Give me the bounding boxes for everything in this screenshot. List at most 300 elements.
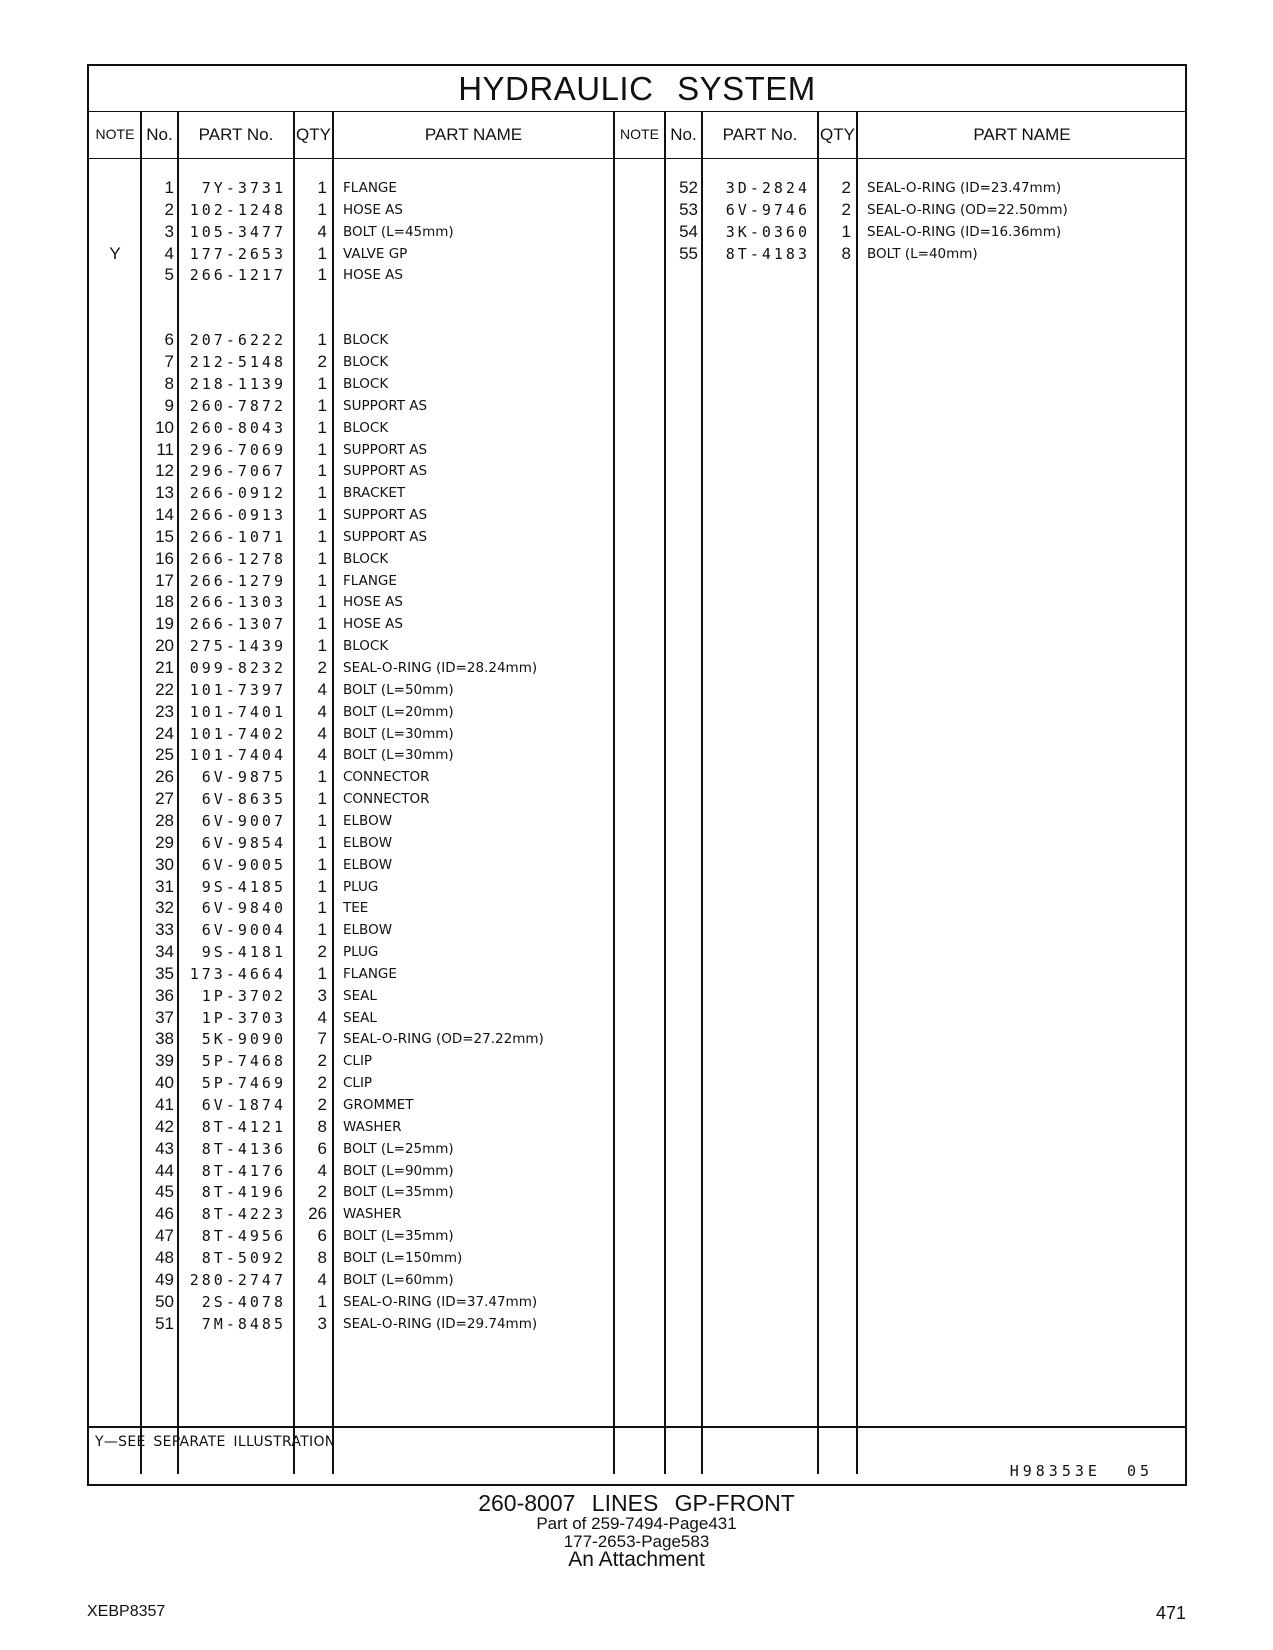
cell-name: BLOCK <box>343 419 389 436</box>
cell-qty: 1 <box>317 373 327 393</box>
cell-part: 9S-4185 <box>201 877 286 896</box>
cell-note <box>89 1072 141 1094</box>
cell-qty: 1 <box>317 592 327 612</box>
cell-note <box>89 439 141 461</box>
cell-note <box>89 460 141 482</box>
cell-no: 35 <box>155 963 174 983</box>
table-row <box>89 635 1185 657</box>
cell-qty: 1 <box>317 789 327 809</box>
cell-qty: 1 <box>317 614 327 634</box>
cell-note <box>89 1181 141 1203</box>
table-row <box>89 548 1185 570</box>
table-row <box>89 199 1185 221</box>
table-row <box>89 1094 1185 1116</box>
table-row <box>89 395 1185 417</box>
table-row <box>89 417 1185 439</box>
cell-qty: 1 <box>317 832 327 852</box>
table-row <box>89 460 1185 482</box>
cell-name: HOSE AS <box>343 594 403 611</box>
drawing-number <box>1010 1462 1153 1480</box>
cell-no: 49 <box>155 1269 174 1289</box>
cell-note <box>89 1291 141 1313</box>
cell-note <box>89 1225 141 1247</box>
cell-no: 7 <box>164 352 174 372</box>
table-row <box>89 1269 1185 1291</box>
table-row <box>89 439 1185 461</box>
cell-note <box>89 264 141 286</box>
cell-name: PLUG <box>343 878 379 895</box>
caption-part-of: Part of 259-7494-Page431 <box>536 1514 737 1533</box>
cell-part: 6V-9005 <box>201 855 286 874</box>
cell-qty: 2 <box>317 658 327 677</box>
cell-no: 28 <box>155 810 174 830</box>
cell-qty: 7 <box>317 1029 327 1049</box>
table-row <box>89 941 1185 963</box>
header-part-name-left: PART NAME <box>424 125 523 144</box>
cell-part: 1P-3703 <box>201 1008 286 1027</box>
cell-part: 5K-9090 <box>201 1030 286 1049</box>
cell-no: 26 <box>155 767 174 787</box>
cell-qty: 2 <box>317 1095 327 1114</box>
table-row <box>89 1072 1185 1094</box>
cell-part: 8T-5092 <box>201 1248 286 1267</box>
cell-note <box>89 504 141 526</box>
cell-part: 7M-8485 <box>201 1314 286 1333</box>
table-row <box>89 744 1185 766</box>
cell-part: 2S-4078 <box>201 1292 286 1311</box>
cell-no: 17 <box>155 570 174 590</box>
cell-no: 23 <box>155 701 174 721</box>
cell-part: 101-7402 <box>189 724 286 743</box>
table-row <box>89 1203 1185 1225</box>
cell-name: FLANGE <box>343 180 397 196</box>
cell-qty: 1 <box>317 854 327 874</box>
cell-part: 1P-3702 <box>201 986 286 1005</box>
cell-name: HOSE AS <box>343 616 403 633</box>
cell-qty: 3 <box>317 985 327 1005</box>
cell-part: 296-7067 <box>189 462 286 481</box>
cell-name: BLOCK <box>343 332 389 349</box>
cell-part: 8T-4223 <box>201 1205 286 1224</box>
cell-name: HOSE AS <box>343 201 403 218</box>
cell-no: 32 <box>155 898 174 918</box>
cell-note <box>89 985 141 1007</box>
cell-qty: 2 <box>317 942 327 962</box>
cell-no: 33 <box>155 920 174 940</box>
cell-qty: 4 <box>317 1269 327 1289</box>
cell-part: 099-8232 <box>189 659 286 677</box>
cell-name: BRACKET <box>343 485 406 502</box>
header-part-name-right: PART NAME <box>973 125 1071 144</box>
cell-note <box>89 1160 141 1182</box>
table-row <box>89 1291 1185 1313</box>
cell-note <box>89 635 141 657</box>
cell-note <box>89 810 141 832</box>
document-id: XEBP8357 <box>87 1603 166 1620</box>
cell-note <box>89 1007 141 1029</box>
cell-name: ELBOW <box>343 922 393 939</box>
cell-no: 31 <box>155 876 174 896</box>
cell-name: SEAL-O-RING (OD=27.22mm) <box>343 1031 544 1048</box>
cell-part: 7Y-3731 <box>201 179 286 197</box>
table-row <box>89 329 1185 351</box>
cell-no: 46 <box>155 1204 174 1224</box>
cell-name: GROMMET <box>343 1097 414 1113</box>
cell-no: 42 <box>155 1116 174 1136</box>
table-row <box>89 1050 1185 1072</box>
cell-note <box>89 591 141 613</box>
cell-no: 16 <box>155 548 174 568</box>
cell-qty: 1 <box>317 636 327 656</box>
cell-qty: 4 <box>317 701 327 721</box>
cell-part: 266-1307 <box>189 615 286 634</box>
cell-part: 8T-4196 <box>201 1183 286 1202</box>
drawing-id: H98353E <box>1009 1462 1101 1480</box>
cell-no: 51 <box>155 1313 174 1333</box>
cell-note: Y <box>109 243 121 263</box>
cell-part: 101-7397 <box>189 680 286 699</box>
cell-no: 39 <box>155 1051 174 1071</box>
cell-note <box>89 1116 141 1138</box>
cell-note <box>89 723 141 745</box>
cell-qty: 1 <box>317 548 327 568</box>
cell-no: 53 <box>679 199 698 219</box>
cell-qty: 2 <box>317 352 327 372</box>
cell-note <box>89 897 141 919</box>
cell-name: BOLT (L=45mm) <box>343 223 454 240</box>
cell-name: WASHER <box>343 1118 402 1135</box>
cell-name: TEE <box>343 900 369 917</box>
cell-qty: 1 <box>317 526 327 546</box>
cell-no: 19 <box>155 614 174 634</box>
table-row <box>89 504 1185 526</box>
footnote: Y—SEE SEPARATE ILLUSTRATION <box>95 1434 336 1450</box>
section-title: HYDRAULIC SYSTEM <box>89 66 1185 112</box>
caption-attachment: An Attachment <box>568 1548 705 1571</box>
cell-part: 207-6222 <box>189 331 286 350</box>
cell-part: 266-1217 <box>189 266 286 285</box>
cell-part: 5P-7468 <box>201 1052 286 1071</box>
cell-name: FLANGE <box>343 965 397 982</box>
cell-part: 6V-9875 <box>201 768 286 787</box>
cell-name: BOLT (L=150mm) <box>343 1249 463 1266</box>
cell-note <box>89 679 141 701</box>
table-row <box>89 1138 1185 1160</box>
cell-qty: 4 <box>317 221 327 241</box>
cell-no: 30 <box>155 854 174 874</box>
cell-part: 266-1278 <box>189 549 286 568</box>
cell-name: BLOCK <box>343 354 389 371</box>
cell-no: 55 <box>679 243 698 263</box>
cell-note <box>89 548 141 570</box>
cell-name: CLIP <box>343 1053 373 1070</box>
table-row <box>89 1007 1185 1029</box>
cell-qty: 8 <box>317 1116 327 1136</box>
cell-part: 260-7872 <box>189 396 286 415</box>
cell-part: 177-2653 <box>189 244 286 263</box>
table-row <box>89 1028 1185 1050</box>
cell-no: 1 <box>164 178 174 197</box>
cell-no: 34 <box>155 942 174 962</box>
cell-name: PLUG <box>343 944 379 961</box>
cell-note <box>89 1094 141 1116</box>
cell-part: 6V-9746 <box>725 200 810 219</box>
table-row <box>89 766 1185 788</box>
cell-note <box>89 1247 141 1269</box>
cell-note <box>613 243 665 265</box>
cell-qty: 1 <box>317 330 327 350</box>
cell-name: BLOCK <box>343 638 389 655</box>
table-row <box>89 985 1185 1007</box>
table-header-row <box>89 112 1185 159</box>
cell-note <box>89 613 141 635</box>
cell-name: SUPPORT AS <box>343 507 428 524</box>
cell-name: ELBOW <box>343 856 393 873</box>
cell-part: 8T-4183 <box>725 244 810 263</box>
cell-part: 173-4664 <box>189 964 286 983</box>
cell-name: SUPPORT AS <box>343 441 428 458</box>
cell-name: ELBOW <box>343 812 393 829</box>
cell-note <box>89 832 141 854</box>
cell-part: 280-2747 <box>189 1270 286 1289</box>
cell-qty: 4 <box>317 679 327 699</box>
table-row <box>89 876 1185 898</box>
cell-name: SUPPORT AS <box>343 528 428 545</box>
cell-qty: 1 <box>317 199 327 219</box>
table-row <box>89 570 1185 592</box>
cell-note <box>89 1050 141 1072</box>
cell-qty: 6 <box>317 1138 327 1158</box>
header-no-right: No. <box>670 125 697 144</box>
cell-no: 38 <box>155 1029 174 1049</box>
cell-name: BOLT (L=25mm) <box>343 1140 454 1157</box>
cell-name: SEAL-O-RING (ID=23.47mm) <box>867 180 1062 196</box>
cell-name: BOLT (L=30mm) <box>343 747 454 764</box>
cell-qty: 4 <box>317 723 327 743</box>
cell-no: 15 <box>155 526 174 546</box>
cell-name: BOLT (L=30mm) <box>343 725 454 742</box>
header-note-right: NOTE <box>620 126 659 142</box>
cell-name: SEAL-O-RING (ID=37.47mm) <box>343 1293 538 1310</box>
table-row <box>89 351 1185 373</box>
table-row <box>89 897 1185 919</box>
cell-qty: 1 <box>317 417 327 437</box>
cell-part: 8T-4176 <box>201 1161 286 1180</box>
table-row <box>89 591 1185 613</box>
cell-no: 5 <box>164 265 174 285</box>
table-row <box>89 723 1185 745</box>
cell-part: 8T-4136 <box>201 1139 286 1158</box>
cell-qty: 4 <box>317 1007 327 1027</box>
cell-name: BOLT (L=20mm) <box>343 703 454 720</box>
cell-qty: 1 <box>317 963 327 983</box>
table-row <box>89 832 1185 854</box>
cell-note <box>89 657 141 679</box>
table-row <box>89 482 1185 504</box>
cell-note <box>89 351 141 373</box>
cell-note <box>89 1313 141 1335</box>
table-row <box>89 963 1185 985</box>
table-row <box>89 1225 1185 1247</box>
cell-no: 12 <box>155 461 174 481</box>
cell-part: 101-7404 <box>189 746 286 765</box>
cell-name: SEAL <box>343 1009 377 1026</box>
header-qty-right: QTY <box>820 125 855 144</box>
header-part-no-left: PART No. <box>198 125 274 144</box>
cell-qty: 4 <box>317 1160 327 1180</box>
cell-qty: 1 <box>317 920 327 940</box>
cell-name: SEAL-O-RING (ID=28.24mm) <box>343 660 538 676</box>
cell-part: 218-1139 <box>189 374 286 393</box>
table-row <box>89 177 1185 199</box>
cell-no: 18 <box>155 592 174 612</box>
table-row <box>89 221 1185 243</box>
table-row <box>89 526 1185 548</box>
cell-part: 266-0913 <box>189 506 286 525</box>
cell-qty: 1 <box>317 265 327 285</box>
cell-name: ELBOW <box>343 834 393 851</box>
cell-name: BOLT (L=60mm) <box>343 1271 454 1288</box>
cell-note <box>89 526 141 548</box>
cell-name: SEAL-O-RING (OD=22.50mm) <box>867 201 1068 218</box>
cell-qty: 1 <box>317 483 327 503</box>
cell-note <box>89 373 141 395</box>
cell-qty: 6 <box>317 1226 327 1246</box>
cell-no: 41 <box>155 1095 174 1114</box>
cell-name: BLOCK <box>343 375 389 392</box>
cell-note <box>613 221 665 243</box>
cell-part: 102-1248 <box>189 200 286 219</box>
cell-no: 40 <box>155 1073 174 1093</box>
cell-no: 37 <box>155 1007 174 1027</box>
table-row <box>89 1116 1185 1138</box>
cell-no: 25 <box>155 745 174 765</box>
cell-note <box>89 766 141 788</box>
cell-no: 52 <box>679 178 698 197</box>
cell-note <box>613 199 665 221</box>
cell-qty: 1 <box>317 767 327 787</box>
cell-no: 48 <box>155 1247 174 1267</box>
cell-no: 6 <box>164 330 174 350</box>
cell-note <box>89 919 141 941</box>
table-row <box>89 1313 1185 1335</box>
cell-name: BLOCK <box>343 550 389 567</box>
cell-qty: 2 <box>841 178 851 197</box>
cell-name: SUPPORT AS <box>343 397 428 414</box>
cell-qty: 4 <box>317 745 327 765</box>
cell-no: 22 <box>155 679 174 699</box>
cell-name: SEAL-O-RING (ID=16.36mm) <box>867 223 1062 240</box>
header-note-left: NOTE <box>95 126 135 142</box>
cell-name: SEAL <box>343 987 377 1004</box>
cell-note <box>89 744 141 766</box>
cell-no: 54 <box>679 221 698 241</box>
cell-note <box>89 701 141 723</box>
cell-note <box>89 570 141 592</box>
parts-table-frame <box>87 64 1187 1486</box>
cell-qty: 2 <box>841 199 851 219</box>
cell-part: 6V-8635 <box>201 790 286 809</box>
cell-no: 44 <box>155 1160 174 1180</box>
cell-no: 9 <box>164 395 174 415</box>
cell-note <box>89 1138 141 1160</box>
cell-qty: 1 <box>841 221 851 241</box>
page-number: 471 <box>1155 1603 1186 1623</box>
cell-part: 8T-4121 <box>201 1117 286 1136</box>
cell-part: 6V-9007 <box>201 811 286 830</box>
cell-note <box>89 482 141 504</box>
drawing-revision: 05 <box>1126 1462 1153 1480</box>
cell-no: 13 <box>155 483 174 503</box>
cell-qty: 2 <box>317 1073 327 1093</box>
header-no-left: No. <box>146 125 173 144</box>
cell-no: 36 <box>155 985 174 1005</box>
cell-no: 4 <box>164 243 174 263</box>
cell-note <box>89 941 141 963</box>
cell-note <box>89 963 141 985</box>
cell-part: 266-0912 <box>189 484 286 503</box>
cell-qty: 1 <box>317 505 327 525</box>
header-part-no-right: PART No. <box>722 125 798 144</box>
table-row <box>89 788 1185 810</box>
cell-note <box>89 329 141 351</box>
cell-no: 45 <box>155 1182 174 1202</box>
cell-name: FLANGE <box>343 572 397 589</box>
cell-qty: 8 <box>317 1247 327 1267</box>
cell-part: 296-7069 <box>189 440 286 459</box>
table-footer-divider <box>89 1426 1185 1428</box>
cell-name: BOLT (L=40mm) <box>867 245 978 262</box>
cell-note <box>89 788 141 810</box>
table-row <box>89 1160 1185 1182</box>
cell-qty: 3 <box>317 1313 327 1333</box>
cell-no: 27 <box>155 789 174 809</box>
cell-part: 212-5148 <box>189 353 286 372</box>
cell-no: 24 <box>155 723 174 743</box>
cell-note <box>89 1028 141 1050</box>
cell-part: 3K-0360 <box>725 222 810 241</box>
cell-qty: 8 <box>841 243 851 263</box>
cell-note <box>613 177 665 199</box>
cell-name: WASHER <box>343 1206 402 1223</box>
cell-qty: 1 <box>317 439 327 459</box>
cell-part: 260-8043 <box>189 418 286 437</box>
cell-part: 6V-9840 <box>201 899 286 918</box>
cell-no: 21 <box>155 658 174 677</box>
table-row <box>89 1181 1185 1203</box>
cell-part: 105-3477 <box>189 222 286 241</box>
cell-no: 14 <box>155 505 174 525</box>
cell-qty: 1 <box>317 1291 327 1311</box>
cell-note <box>89 876 141 898</box>
table-row <box>89 679 1185 701</box>
cell-qty: 1 <box>317 461 327 481</box>
cell-qty: 1 <box>317 570 327 590</box>
cell-note <box>89 854 141 876</box>
cell-name: BOLT (L=35mm) <box>343 1184 454 1201</box>
table-row <box>89 810 1185 832</box>
cell-note <box>89 417 141 439</box>
cell-qty: 2 <box>317 1182 327 1202</box>
cell-no: 2 <box>164 199 174 219</box>
cell-part: 266-1279 <box>189 571 286 590</box>
cell-name: SEAL-O-RING (ID=29.74mm) <box>343 1315 538 1332</box>
cell-part: 275-1439 <box>189 637 286 656</box>
cell-qty: 1 <box>317 243 327 263</box>
cell-name: CONNECTOR <box>343 791 430 808</box>
caption-reference: 177-2653-Page583 <box>563 1532 710 1551</box>
table-row <box>89 243 1185 265</box>
